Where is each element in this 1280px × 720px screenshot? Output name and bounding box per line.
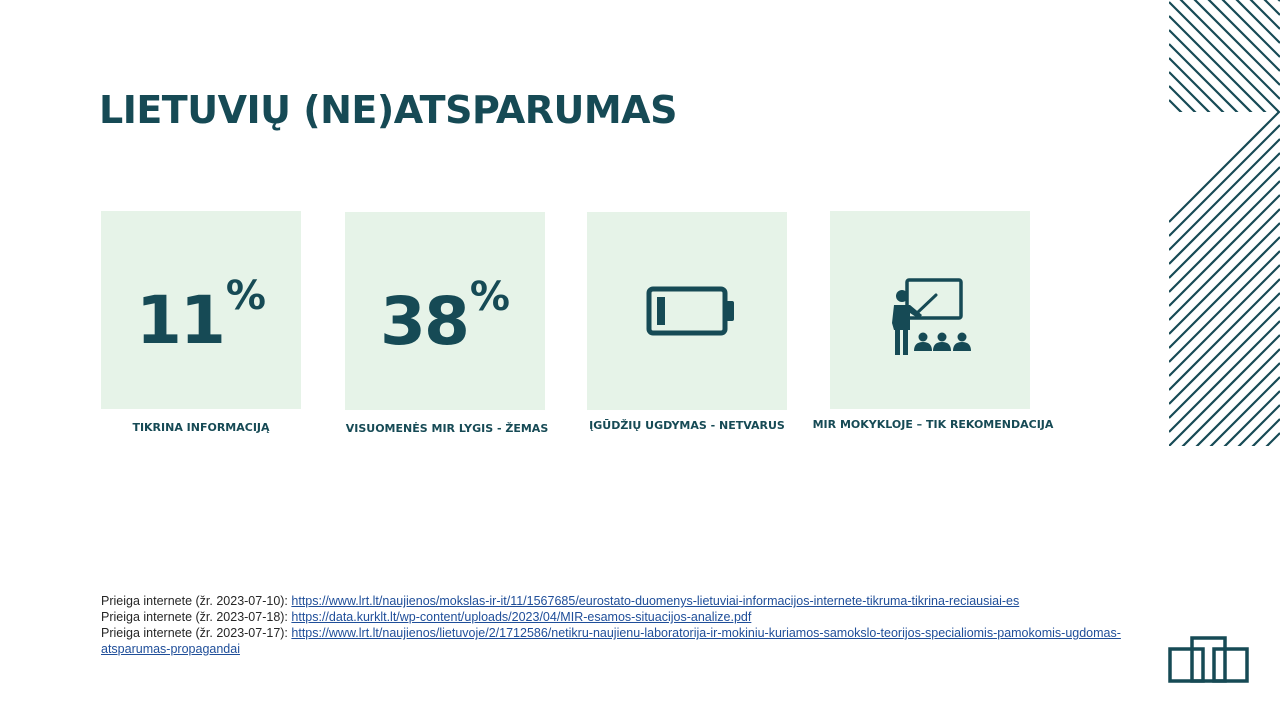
stat-number: 11 (136, 282, 224, 359)
card-caption: ĮGŪDŽIŲ UGDYMAS - NETVARUS (589, 419, 785, 432)
icon-card-skills (587, 212, 787, 410)
stat-unit: % (469, 274, 510, 320)
overlapping-squares-logo (1168, 636, 1250, 684)
stat-value (101, 273, 301, 361)
reference-line (101, 593, 1141, 609)
reference-line (101, 625, 1141, 657)
reference-link[interactable]: https://www.lrt.lt/naujienos/lietuvoje/2/1712586/netikru-naujienu-laboratorija-ir-mokiniu-kuriamos-samokslo-teorijos-specialiomis-pamokomis-ugdomas-atsparumas-propagandai (101, 626, 1121, 656)
card-caption: VISUOMENĖS MIR LYGIS - ŽEMAS (345, 422, 549, 435)
reference-link[interactable]: https://www.lrt.lt/naujienos/mokslas-ir-it/11/1567685/eurostato-duomenys-lietuviai-informacijos-internete-tikruma-tikrina-reciausiai-es (291, 594, 1020, 608)
reference-prefix: Prieiga internete (žr. 2023-07-17): (101, 626, 292, 640)
stat-unit: % (225, 273, 266, 319)
icon-card-school (830, 211, 1030, 409)
references (101, 593, 1141, 657)
teacher-classroom-icon (830, 211, 1030, 409)
diagonal-stripes-decoration (1169, 0, 1280, 446)
reference-line (101, 609, 1141, 625)
stat-number: 38 (380, 283, 468, 360)
stat-card-mil-level (345, 212, 545, 410)
reference-prefix: Prieiga internete (žr. 2023-07-18): (101, 610, 292, 624)
low-battery-icon (587, 212, 787, 410)
card-caption: TIKRINA INFORMACIJĄ (132, 421, 270, 434)
stat-value (345, 274, 545, 362)
reference-link[interactable]: https://data.kurklt.lt/wp-content/uploads/2023/04/MIR-esamos-situacijos-analize.pdf (291, 610, 752, 624)
card-caption: MIR MOKYKLOJE – TIK REKOMENDACIJA (812, 418, 1054, 431)
reference-prefix: Prieiga internete (žr. 2023-07-10): (101, 594, 292, 608)
stat-card-check-info (101, 211, 301, 409)
slide-title: LIETUVIŲ (NE)ATSPARUMAS (99, 88, 677, 132)
